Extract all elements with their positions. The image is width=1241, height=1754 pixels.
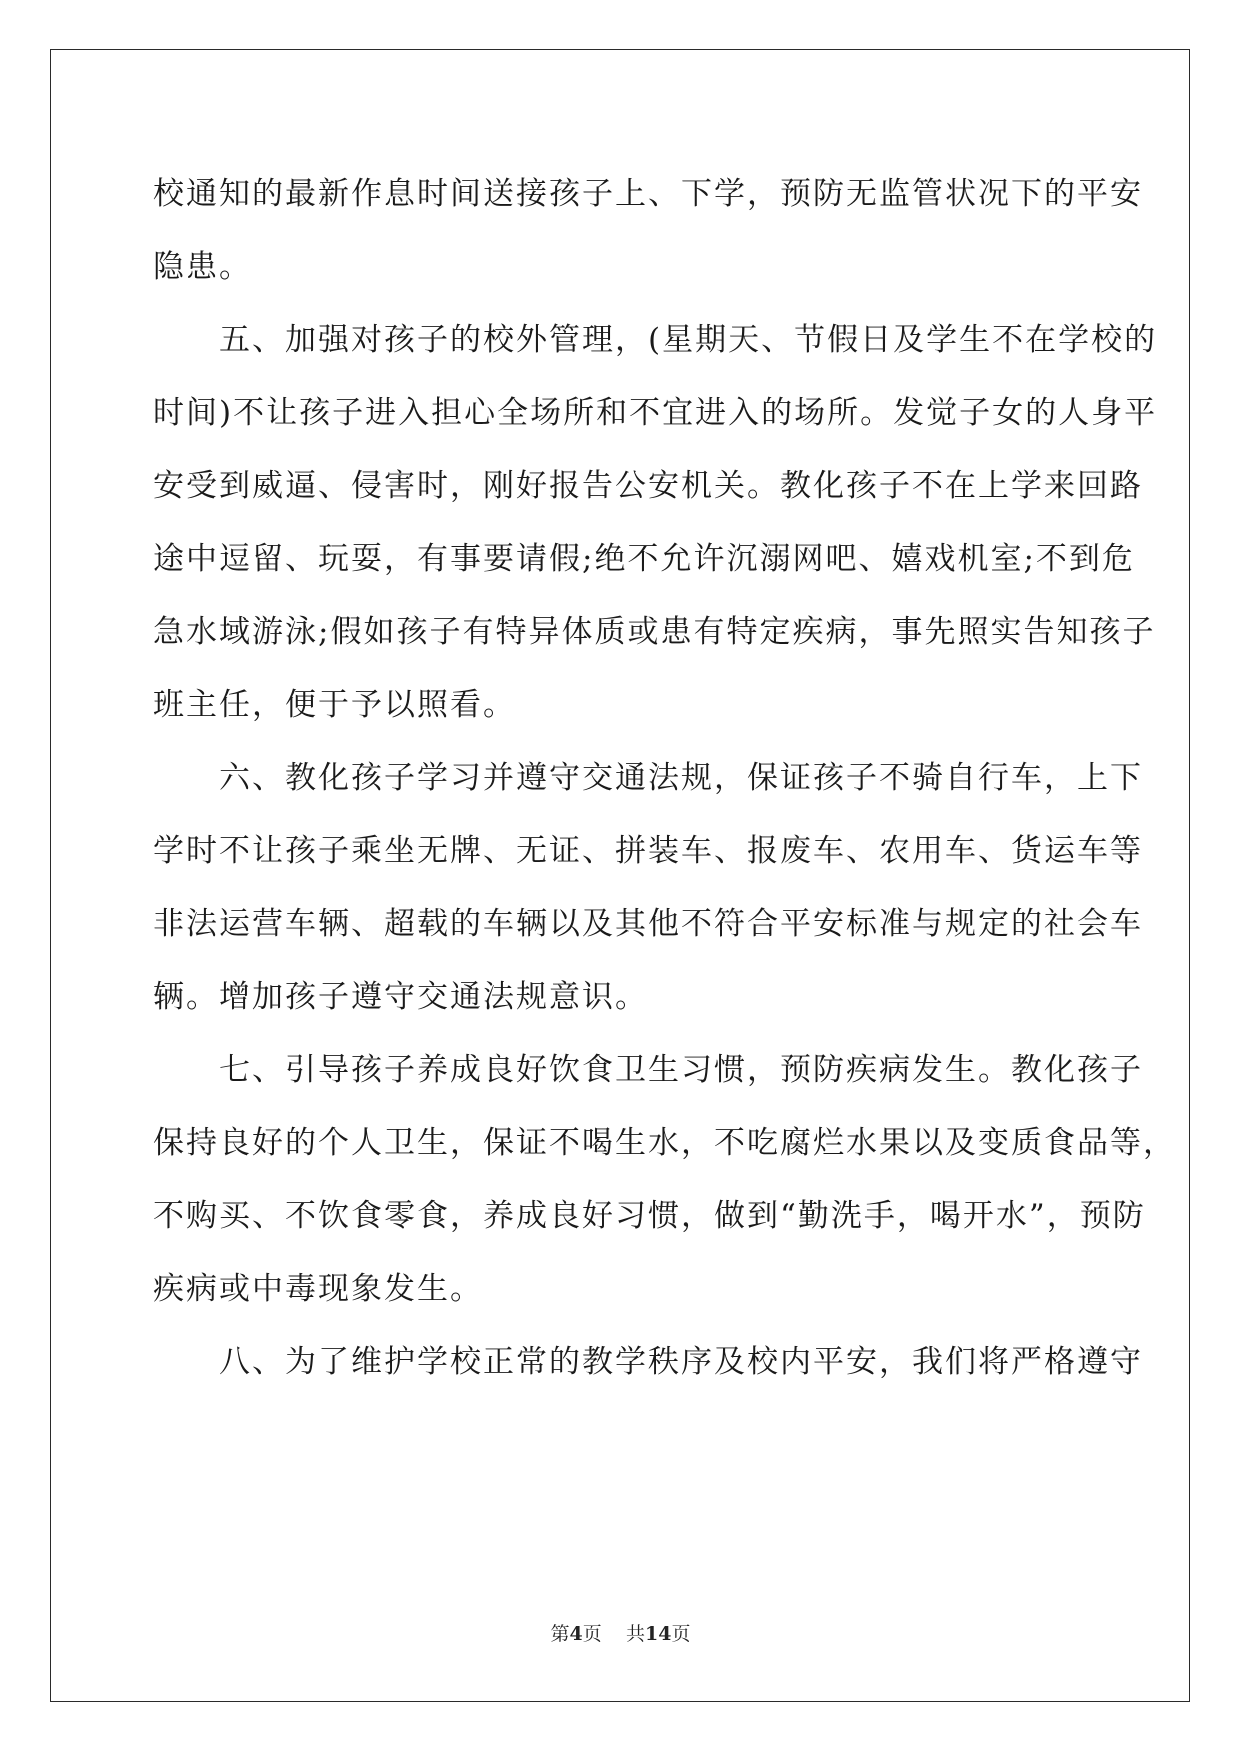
text-line: 不购买、不饮食零食，养成良好习惯，做到“勤洗手，喝开水”，预防 [153,1198,1146,1234]
text-line: 五、加强对孩子的校外管理，(星期天、节假日及学生不在学校的 [153,322,1158,358]
text-line: 急水域游泳;假如孩子有特异体质或患有特定疾病，事先照实告知孩子 [153,614,1156,650]
document-body [153,158,1176,1399]
total-pages: 14 [644,1623,672,1645]
text-line: 八、为了维护学校正常的教学秩序及校内平安，我们将严格遵守 [153,1344,1143,1380]
page-number: 4 [569,1623,583,1645]
text-line: 保持良好的个人卫生，保证不喝生水，不吃腐烂水果以及变质食品等， [153,1125,1176,1161]
text-line: 七、引导孩子养成良好饮食卫生习惯，预防疾病发生。教化孩子 [153,1052,1143,1088]
text-line: 学时不让孩子乘坐无牌、无证、拼装车、报废车、农用车、货运车等 [153,833,1143,869]
text-line: 非法运营车辆、超载的车辆以及其他不符合平安标准与规定的社会车 [153,906,1143,942]
page-label-suffix: 页 [582,1623,602,1645]
text-line: 班主任，便于予以照看。 [153,687,516,723]
text-line: 六、教化孩子学习并遵守交通法规，保证孩子不骑自行车，上下 [153,760,1143,796]
text-line: 途中逗留、玩耍，有事要请假;绝不允许沉溺网吧、嬉戏机室;不到危 [153,541,1135,577]
total-label-suffix: 页 [671,1623,691,1645]
text-line: 辆。增加孩子遵守交通法规意识。 [153,979,648,1015]
text-line: 时间)不让孩子进入担心全场所和不宜进入的场所。发觉子女的人身平 [153,395,1158,431]
text-line: 校通知的最新作息时间送接孩子上、下学，预防无监管状况下的平安 [153,176,1143,212]
page-footer [0,1619,1241,1646]
text-line: 隐患。 [153,249,252,285]
page-label-prefix: 第 [550,1623,570,1645]
total-label-prefix: 共 [625,1623,645,1645]
text-line: 安受到威逼、侵害时，刚好报告公安机关。教化孩子不在上学来回路 [153,468,1143,504]
text-line: 疾病或中毒现象发生。 [153,1271,483,1307]
